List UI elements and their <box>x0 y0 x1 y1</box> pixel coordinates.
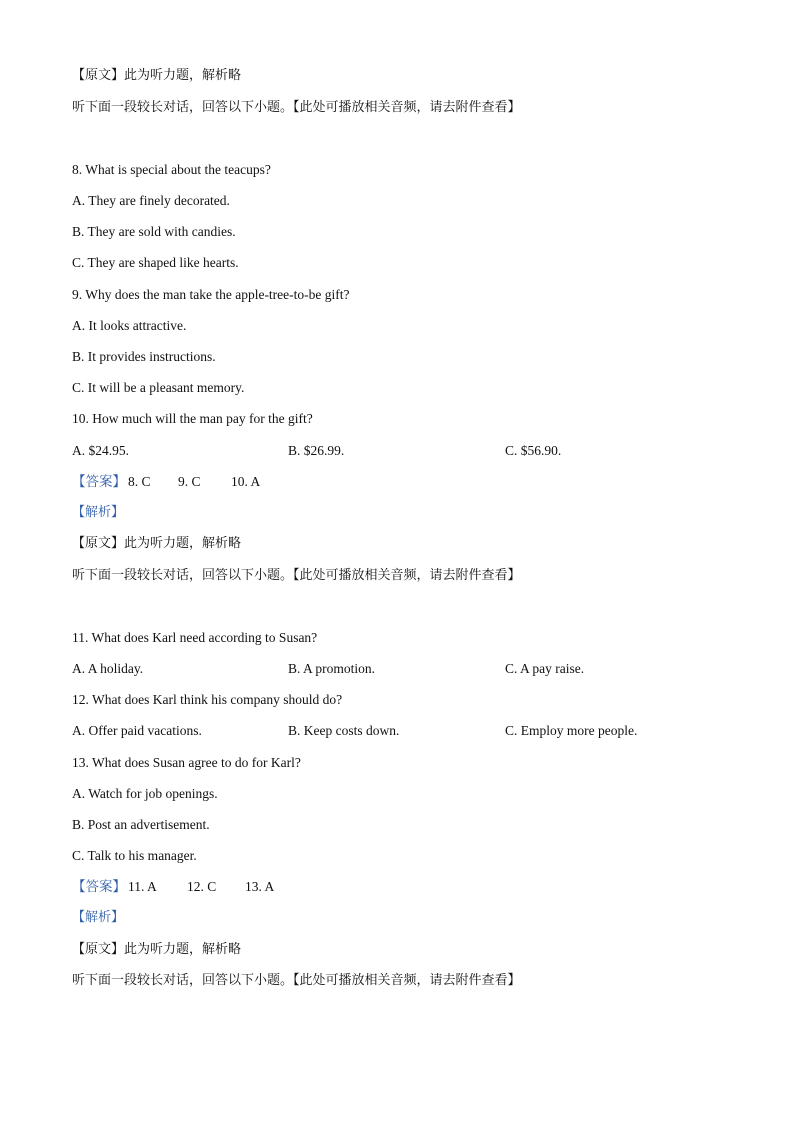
answer-11: 11. A <box>128 879 157 894</box>
answer-label: 【答案】 <box>72 879 126 895</box>
listening-instruction: 听下面一段较长对话，回答以下小题。【此处可播放相关音频，请去附件查看】 <box>72 568 521 583</box>
q9-option-b: B. It provides instructions. <box>72 349 216 364</box>
q13-option-a: A. Watch for job openings. <box>72 786 218 801</box>
listening-instruction: 听下面一段较长对话，回答以下小题。【此处可播放相关音频，请去附件查看】 <box>72 100 521 115</box>
question-12: 12. What does Karl think his company should do? <box>72 692 343 707</box>
answer-9: 9. C <box>178 474 201 489</box>
q12-option-a: A. Offer paid vacations. <box>72 723 202 738</box>
q10-option-c: C. $56.90. <box>505 443 562 458</box>
question-8: 8. What is special about the teacups? <box>72 162 271 177</box>
q11-option-c: C. A pay raise. <box>505 661 585 676</box>
q10-option-b: B. $26.99. <box>288 443 345 458</box>
q11-option-b: B. A promotion. <box>288 661 376 676</box>
q8-option-b: B. They are sold with candies. <box>72 224 236 239</box>
q13-option-b: B. Post an advertisement. <box>72 817 210 832</box>
original-text-note: 【原文】此为听力题，解析略 <box>72 942 242 957</box>
q12-option-b: B. Keep costs down. <box>288 723 400 738</box>
question-9: 9. Why does the man take the apple-tree-to-be gift? <box>72 287 350 302</box>
q10-option-a: A. $24.95. <box>72 443 129 458</box>
q9-option-c: C. It will be a pleasant memory. <box>72 380 245 395</box>
analysis-label: 【解析】 <box>72 910 125 925</box>
question-11: 11. What does Karl need according to Susan? <box>72 630 318 645</box>
original-text-note: 【原文】此为听力题，解析略 <box>72 536 242 551</box>
answer-12: 12. C <box>187 879 217 894</box>
question-13: 13. What does Susan agree to do for Karl? <box>72 755 301 770</box>
q12-option-c: C. Employ more people. <box>505 723 638 738</box>
q8-option-c: C. They are shaped like hearts. <box>72 255 239 270</box>
q9-option-a: A. It looks attractive. <box>72 318 187 333</box>
answer-10: 10. A <box>231 474 261 489</box>
listening-instruction: 听下面一段较长对话，回答以下小题。【此处可播放相关音频，请去附件查看】 <box>72 973 521 988</box>
question-10: 10. How much will the man pay for the gift? <box>72 411 313 426</box>
q8-option-a: A. They are finely decorated. <box>72 193 230 208</box>
answer-13: 13. A <box>245 879 275 894</box>
original-text-note: 【原文】此为听力题，解析略 <box>72 68 242 83</box>
q11-option-a: A. A holiday. <box>72 661 144 676</box>
q13-option-c: C. Talk to his manager. <box>72 848 197 863</box>
analysis-label: 【解析】 <box>72 505 125 520</box>
answer-8: 8. C <box>128 474 151 489</box>
answer-label: 【答案】 <box>72 474 126 490</box>
